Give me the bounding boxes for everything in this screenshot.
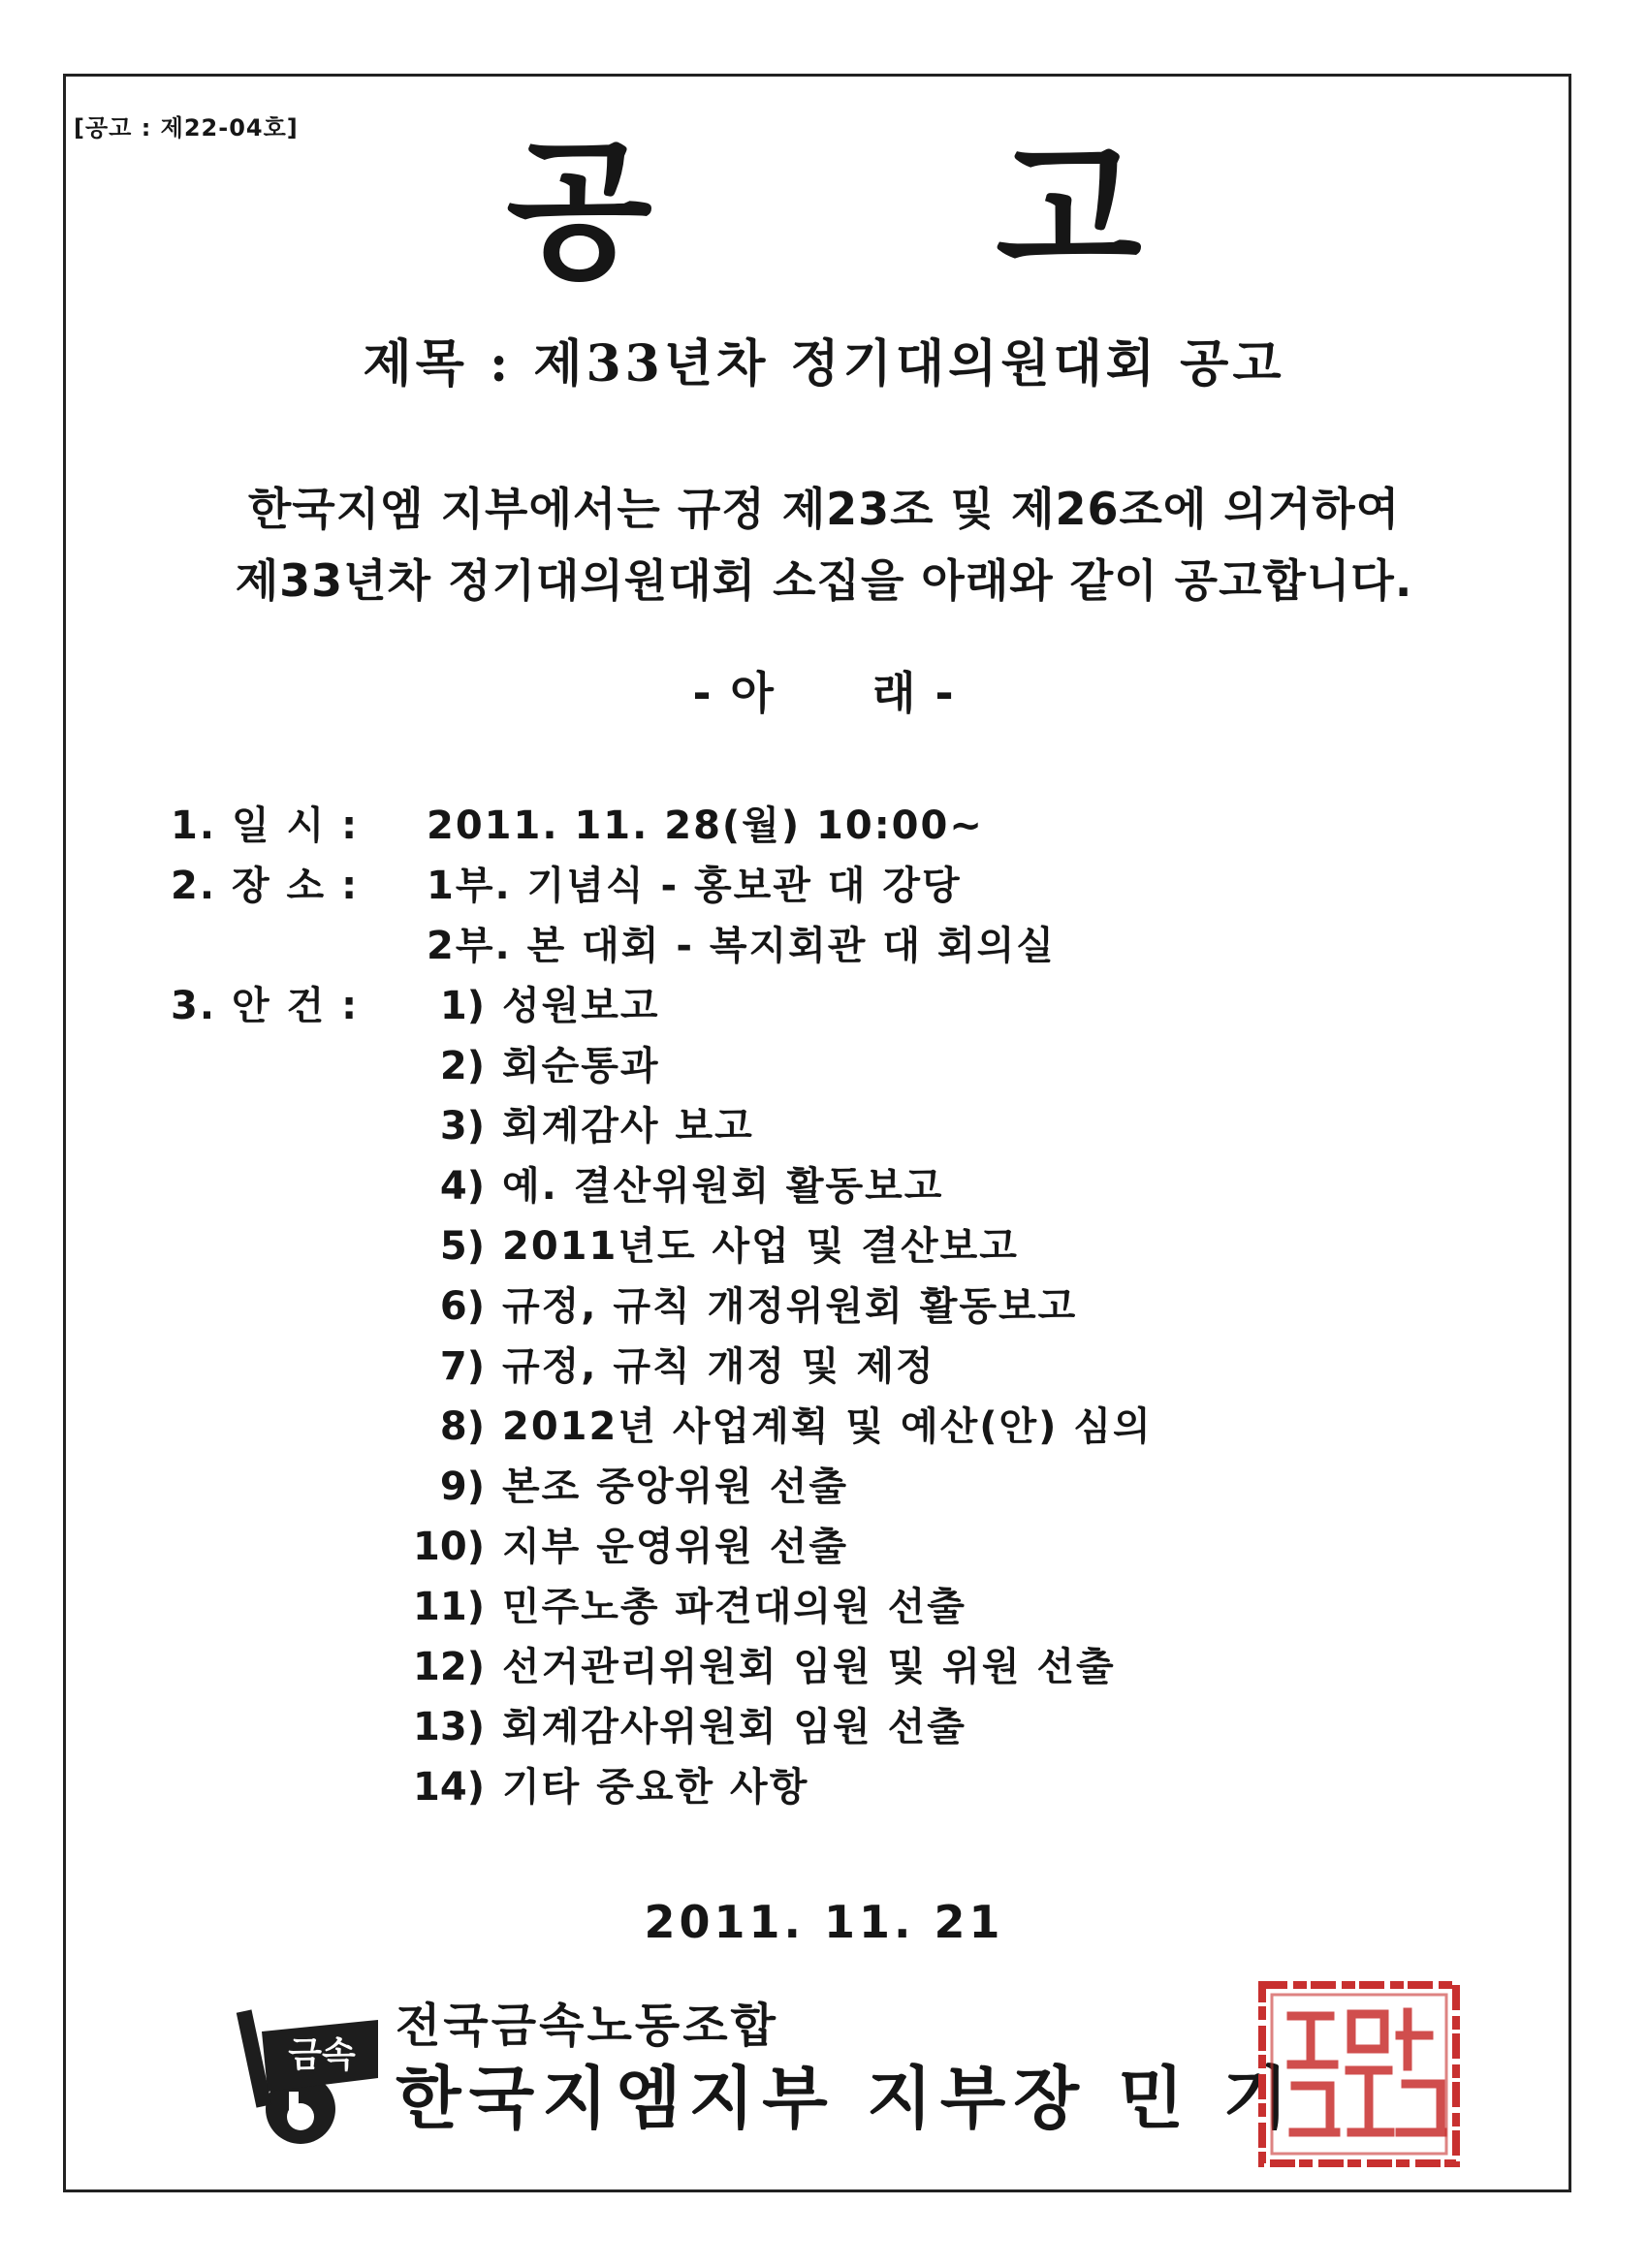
agenda-label: 3. 안 건 :	[171, 984, 360, 1028]
agenda-item: 본조 중앙위원 선출	[502, 1465, 848, 1509]
agenda-number: 12)	[413, 1645, 485, 1689]
agenda-number: 4)	[439, 1164, 485, 1209]
datetime-value: 2011. 11. 28(월) 10:00~	[427, 803, 984, 848]
below-heading-right: 래 -	[872, 667, 956, 719]
agenda-number: 10)	[413, 1525, 485, 1569]
union-logo-icon	[233, 2002, 388, 2148]
branch-chief-name: 한국지엠지부 지부장 민 기	[396, 2059, 1296, 2138]
notice-date: 2011. 11. 21	[644, 1896, 1004, 1948]
agenda-item: 민주노총 파견대의원 선출	[502, 1585, 967, 1629]
notice-number: [공고 : 제22-04호]	[74, 114, 299, 142]
agenda-item: 성원보고	[502, 984, 660, 1028]
below-heading-left: - 아	[692, 667, 776, 719]
agenda-item: 회순통과	[502, 1044, 660, 1088]
agenda-number: 6)	[439, 1284, 485, 1329]
datetime-label: 1. 일 시 :	[171, 803, 360, 848]
agenda-item: 2011년도 사업 및 결산보고	[502, 1224, 1019, 1269]
agenda-item: 기타 중요한 사항	[502, 1765, 809, 1810]
place-value-2: 2부. 본 대회 - 복지회관 대 회의실	[427, 924, 1056, 968]
agenda-number: 9)	[439, 1465, 485, 1509]
union-name: 전국금속노동조합	[396, 1999, 778, 2053]
agenda-item: 예. 결산위원회 활동보고	[502, 1164, 944, 1209]
agenda-number: 13)	[413, 1705, 485, 1749]
agenda-item: 회계감사위원회 임원 선출	[502, 1705, 967, 1749]
agenda-number: 2)	[439, 1044, 485, 1088]
agenda-number: 3)	[439, 1104, 485, 1149]
agenda-number: 11)	[413, 1585, 485, 1629]
agenda-item: 회계감사 보고	[502, 1104, 754, 1149]
intro-line-2: 제33년차 정기대의원대회 소집을 아래와 같이 공고합니다.	[235, 554, 1413, 607]
intro-paragraph	[0, 473, 1648, 616]
place-label: 2. 장 소 :	[171, 864, 360, 908]
intro-line-1: 한국지엠 지부에서는 규정 제23조 및 제26조에 의거하여	[247, 483, 1401, 535]
agenda-item: 선거관리위원회 임원 및 위원 선출	[502, 1645, 1116, 1689]
agenda-item: 2012년 사업계획 및 예산(안) 심의	[502, 1404, 1153, 1449]
agenda-number: 7)	[439, 1344, 485, 1389]
page-title: 공 고	[506, 123, 1287, 299]
place-value-1: 1부. 기념식 - 홍보관 대 강당	[427, 864, 962, 908]
agenda-number: 5)	[439, 1224, 485, 1269]
notice-subject: 제목 : 제33년차 정기대의원대회 공고	[363, 334, 1285, 394]
agenda-number: 14)	[413, 1765, 485, 1810]
agenda-item: 규정, 규칙 개정 및 제정	[502, 1344, 935, 1389]
official-seal-stamp	[1254, 1977, 1464, 2171]
agenda-item: 지부 운영위원 선출	[502, 1525, 848, 1569]
agenda-number: 8)	[439, 1404, 485, 1449]
below-heading	[0, 667, 1648, 719]
agenda-item: 규정, 규칙 개정위원회 활동보고	[502, 1284, 1078, 1329]
agenda-number: 1)	[439, 984, 485, 1028]
logo-text: 금속	[288, 2035, 356, 2075]
